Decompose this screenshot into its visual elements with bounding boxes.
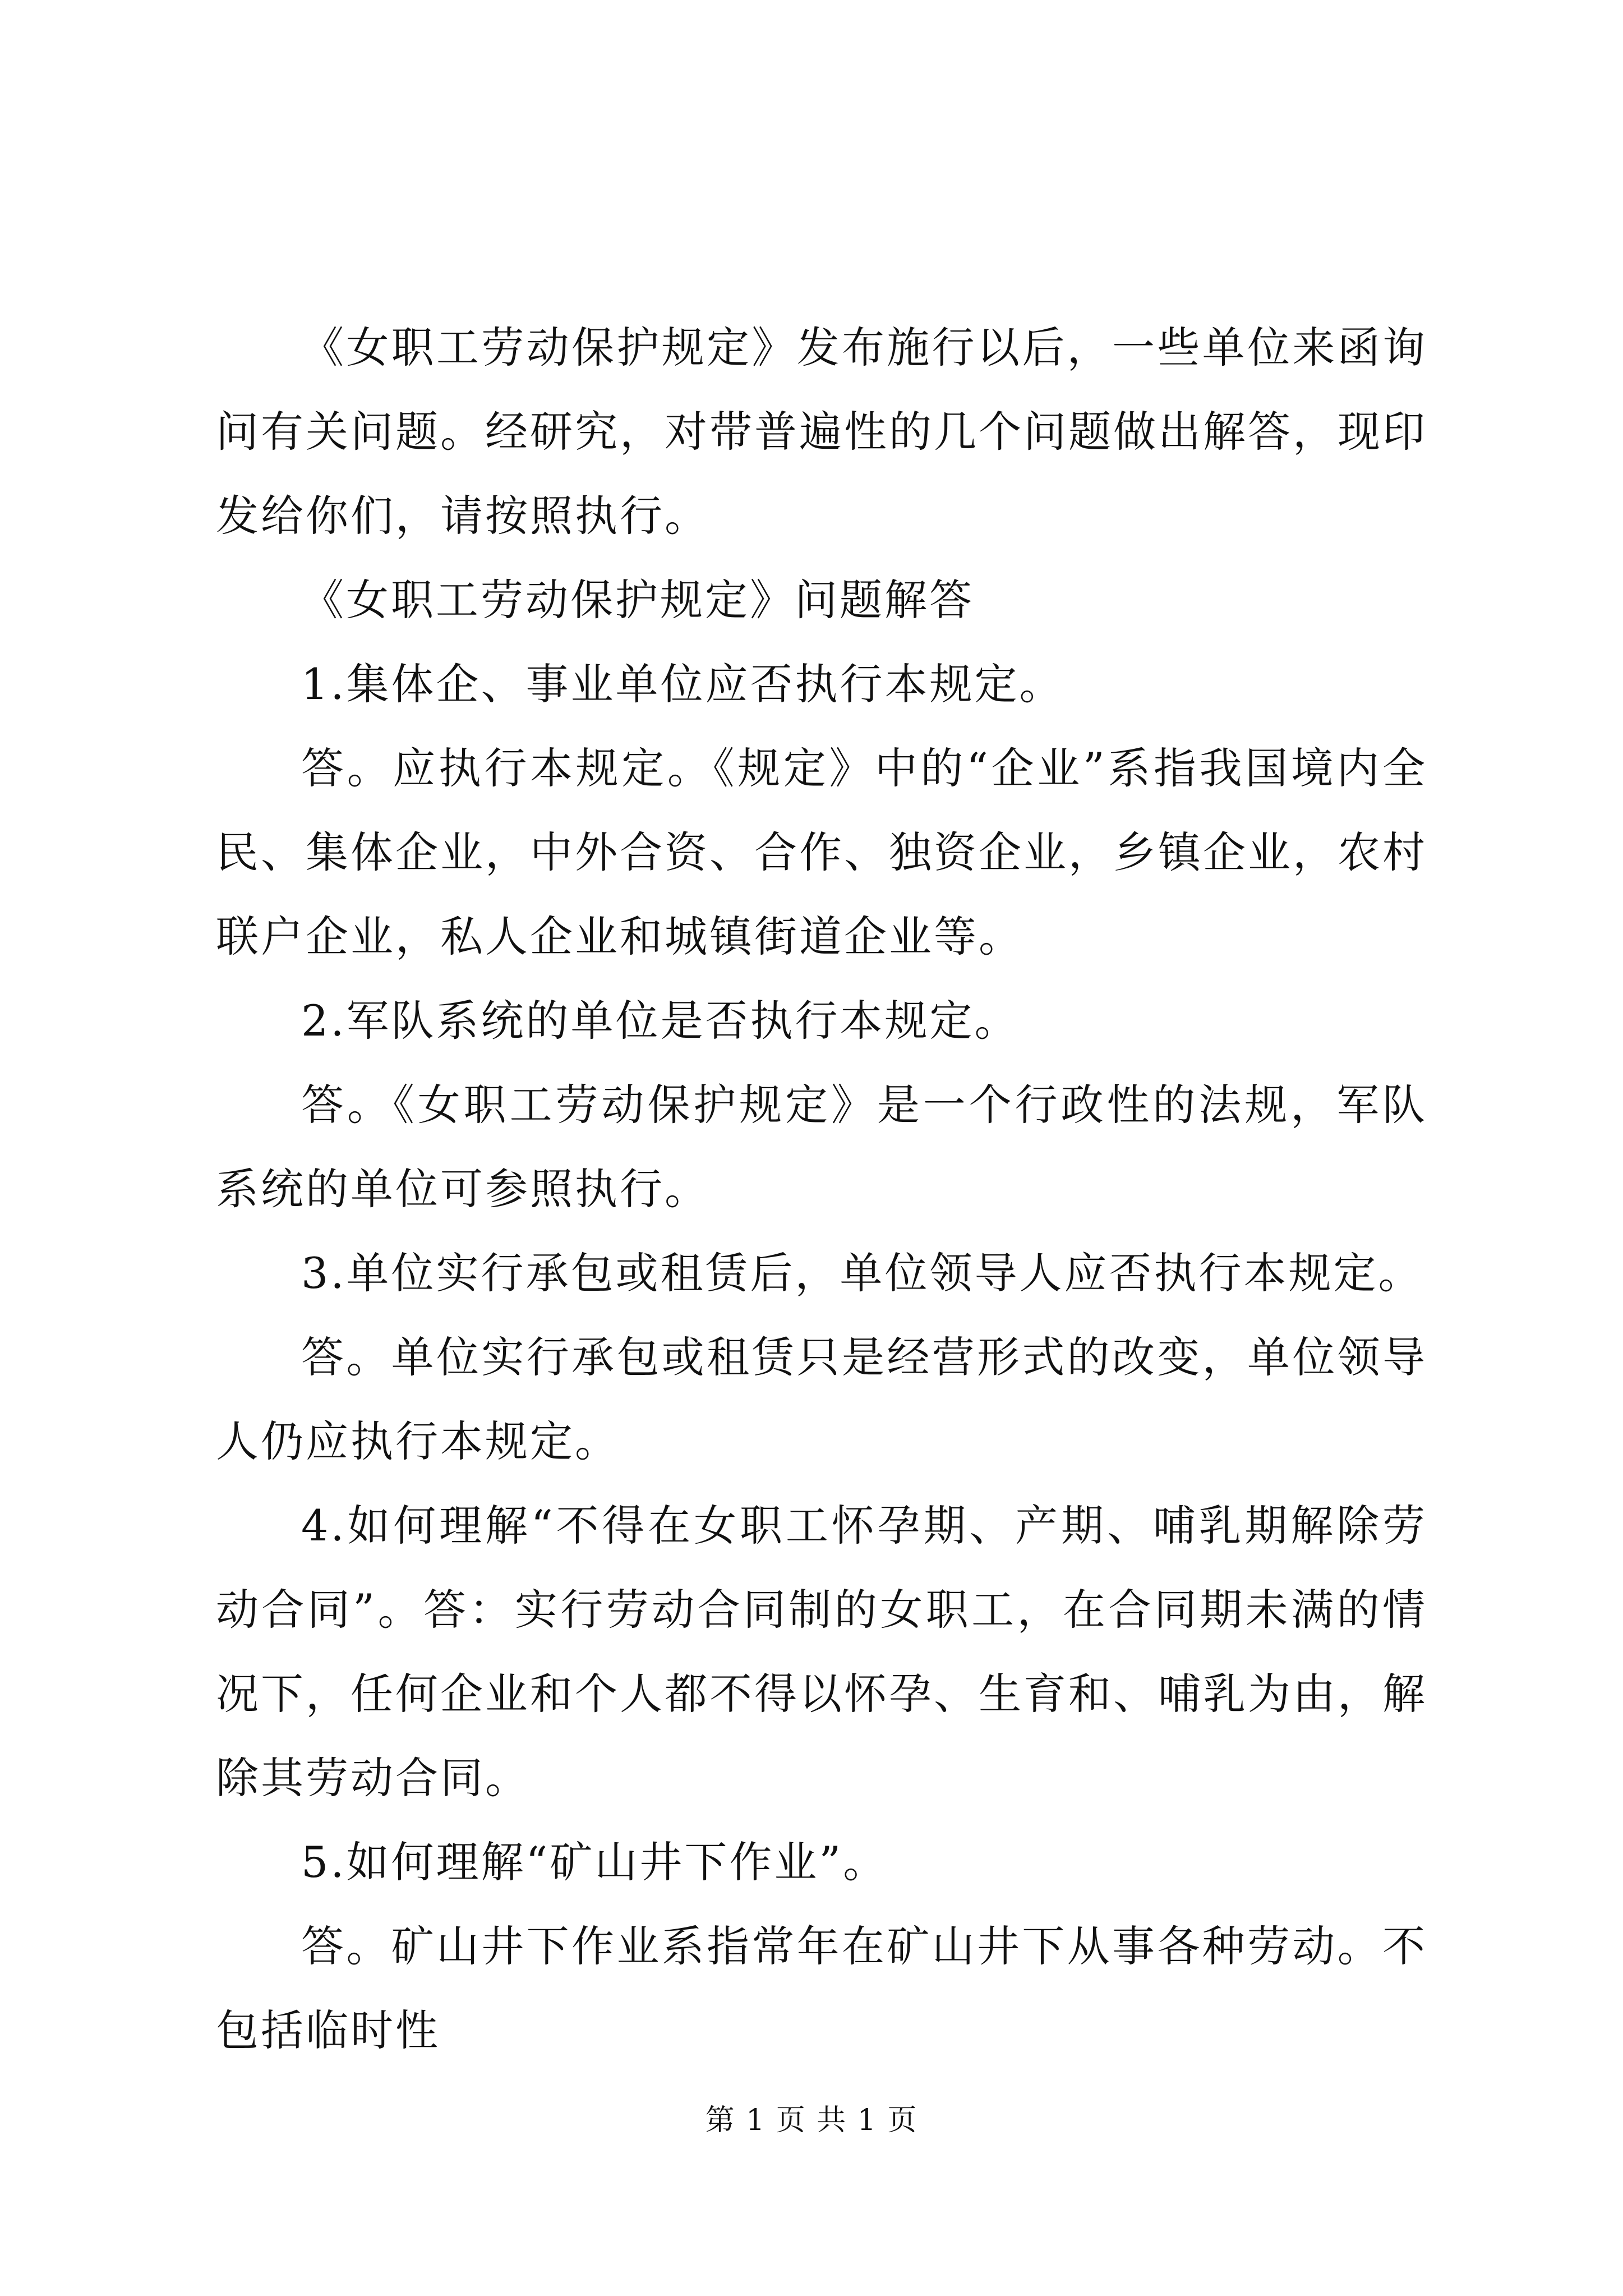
question-5: 5.如何理解“矿山井下作业”。 bbox=[301, 1837, 888, 1887]
question-answer-4: 4.如何理解“不得在女职工怀孕期、产期、哺乳期解除劳动合同”。答：实行劳动合同制的女职工，在合同期未满的情况下，任何企业和个人都不得以怀孕、生育和、哺乳为由，解除其劳动合同。 bbox=[216, 1501, 1427, 1803]
page-footer: 第 1 页 共 1 页 bbox=[705, 2104, 918, 2137]
answer-3: 答。单位实行承包或租赁只是经营形式的改变，单位领导人仍应执行本规定。 bbox=[216, 1332, 1427, 1466]
answer-2: 答。《女职工劳动保护规定》是一个行政性的法规，军队系统的单位可参照执行。 bbox=[216, 1080, 1427, 1214]
question-2: 2.军队系统的单位是否执行本规定。 bbox=[301, 996, 1020, 1046]
section-title: 《女职工劳动保护规定》问题解答 bbox=[301, 575, 974, 625]
question-1: 1.集体企、事业单位应否执行本规定。 bbox=[301, 659, 1064, 709]
intro-paragraph: 《女职工劳动保护规定》发布施行以后，一些单位来函询问有关问题。经研究，对带普遍性的几个问题做出解答，现印发给你们，请按照执行。 bbox=[216, 323, 1427, 541]
document-body bbox=[216, 306, 1427, 2073]
answer-5: 答。矿山井下作业系指常年在矿山井下从事各种劳动。不包括临时性 bbox=[216, 1921, 1427, 2055]
question-3: 3.单位实行承包或租赁后，单位领导人应否执行本规定。 bbox=[301, 1248, 1423, 1298]
answer-1: 答。应执行本规定。《规定》中的“企业”系指我国境内全民、集体企业，中外合资、合作、独资企业，乡镇企业，农村联户企业，私人企业和城镇街道企业等。 bbox=[216, 743, 1427, 961]
